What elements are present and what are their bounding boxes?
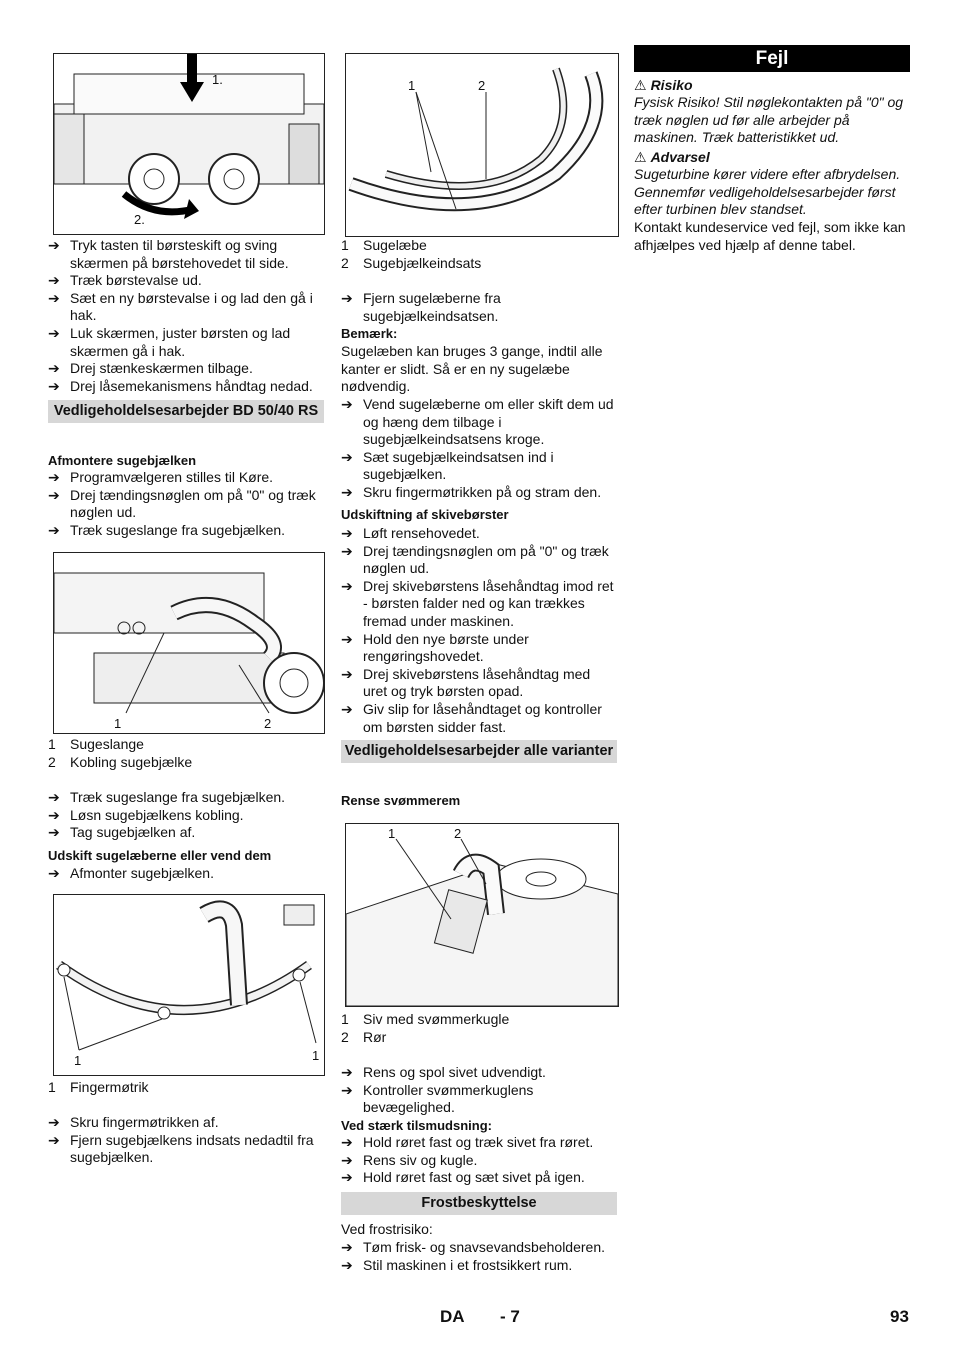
figure-float-sieve [345,823,619,1007]
footer-language: DA [440,1307,465,1326]
arrow-right-icon: ➔ [341,525,353,541]
steps-remove-lips [341,290,617,325]
legend-fig2 [48,736,324,771]
arrow-right-icon: ➔ [341,1169,353,1186]
step-item: ➔ Kontroller svømmerkuglens bevægelighed. [341,1081,534,1116]
steps-frost [341,1239,617,1274]
subheading-disc-brushes: Udskiftning af skivebørster [341,507,509,522]
figure-float-sieve-drawing [346,824,618,1006]
subheading-replace-lips: Udskift sugelæberne eller vend dem [48,848,272,863]
step-item: ➔ Vend sugelæberne om eller skift dem ud og hæng dem tilbage i sugebjælkeindsatsens kroge. [341,396,614,448]
subheading-float-clean: Rense svømmerem [341,793,461,808]
step-item: ➔ Afmonter sugebjælken. [48,865,214,881]
step-item: ➔ Tag sugebjælken af. [48,824,196,841]
note-title: Bemærk: [341,326,398,341]
steps-brush-change [48,237,324,395]
legend-item: 2 Kobling sugebjælke [48,753,193,770]
arrow-right-icon: ➔ [341,700,353,717]
step-item: ➔ Drej skivebørstens låsehåndtag imod ret - børsten falder ned og kan trækkes fremad under maskinen. [341,577,614,629]
step-item: ➔ Programvælgeren stilles til Køre. [48,469,274,485]
step-item: ➔ Giv slip for låsehåndtaget og kontroller om børsten sidder fast. [341,700,602,735]
arrow-right-icon: ➔ [48,237,60,253]
step-item: ➔ Hold røret fast og sæt sivet på igen. [341,1169,585,1186]
step-item: ➔ Tryk tasten til børsteskift og sving skærmen på børstehovedet til side. [48,237,289,271]
fejl-body-text: Kontakt kundeservice ved fejl, som ikke kan afhjælpes ved hjælp af denne tabel. [634,219,906,253]
step-item: ➔ Stil maskinen i et frostsikkert rum. [341,1256,573,1273]
arrow-right-icon: ➔ [48,1131,60,1148]
step-item: ➔ Drej skivebørstens låsehåndtag med uret og tryk børsten opad. [341,665,591,700]
arrow-right-icon: ➔ [341,630,353,647]
step-item: ➔ Træk sugeslange fra sugebjælken. [48,521,286,538]
warning-text: Sugeturbine kører videre efter afbrydelsen. Gennemfør vedligeholdelsesarbejder først efter turbinen blev standset. [634,166,901,218]
fig4-label-1: 1 [408,78,416,93]
step-item: ➔ Løft rensehovedet. [341,525,480,541]
arrow-right-icon: ➔ [48,289,60,306]
subheading-heavy-dirt: Ved stærk tilsmudsning: [341,1118,492,1133]
note-text: Sugelæben kan bruges 3 gange, indtil alle kanter er slidt. Så er en ny sugelæbe nødvendig. [341,343,603,395]
arrow-right-icon: ➔ [48,865,60,881]
figure-suction-hose-drawing [54,553,324,733]
arrow-right-icon: ➔ [341,665,353,682]
step-item: ➔ Drej tændingsnøglen om på "0" og træk nøglen ud. [341,542,609,577]
arrow-right-icon: ➔ [48,324,60,341]
figure-brush-roller-drawing [54,54,324,234]
arrow-right-icon: ➔ [341,577,353,594]
step-item: ➔ Hold den nye børste under rengøringshovedet. [341,630,529,665]
legend-fig4 [341,237,617,272]
legend-item: 1 Siv med svømmerkugle [341,1011,510,1027]
fig4-label-2: 2 [478,78,486,93]
fig3-label-1b: 1 [312,1048,320,1063]
figure-squeegee-lip-drawing [346,54,618,236]
footer-page-local: - 7 [500,1307,520,1326]
arrow-right-icon: ➔ [341,1239,353,1255]
fig1-label-1: 1. [212,72,223,87]
step-item: ➔ Drej stænkeskærmen tilbage. [48,360,253,377]
steps-reinstall-lips [341,396,617,502]
arrow-right-icon: ➔ [48,521,60,538]
warning-triangle-icon: ⚠ [634,77,647,93]
figure-suction-hose [53,552,325,734]
arrow-right-icon: ➔ [48,789,60,805]
steps-heavy-dirt [341,1134,617,1187]
legend-item: 1 Sugeslange [48,736,144,752]
legend-fig5 [341,1011,617,1046]
step-item: ➔ Sæt sugebjælkeindsatsen ind i sugebjælken. [341,448,554,483]
step-item: ➔ Fjern sugelæberne fra sugebjælkeindsatsen. [341,290,501,324]
step-item: ➔ Skru fingermøtrikken på og stram den. [341,483,602,500]
arrow-right-icon: ➔ [48,360,60,377]
step-item: ➔ Rens og spol sivet udvendigt. [341,1064,546,1080]
step-item: ➔ Sæt en ny børstevalse i og lad den gå i hak. [48,289,313,324]
arrow-right-icon: ➔ [341,1134,353,1150]
fig5-label-1: 1 [388,826,396,841]
warning-triangle-icon: ⚠ [634,149,647,165]
figure-brush-roller [53,53,325,235]
arrow-right-icon: ➔ [48,272,60,289]
arrow-right-icon: ➔ [341,483,353,500]
arrow-right-icon: ➔ [341,542,353,559]
step-item: ➔ Træk børstevalse ud. [48,272,202,289]
arrow-right-icon: ➔ [48,1114,60,1130]
legend-item: 1 Sugelæbe [341,237,427,253]
step-item: ➔ Hold røret fast og træk sivet fra røret. [341,1134,594,1150]
steps-detach-squeegee [48,789,324,842]
steps-replace-lips [48,865,324,883]
steps-remove-insert [48,1114,324,1167]
arrow-right-icon: ➔ [341,448,353,465]
warning-heading: ⚠ Advarsel [634,149,710,165]
section-band-all-variants: Vedligeholdelsesarbejder alle varianter [341,740,617,763]
section-header-fejl: Fejl [634,45,910,72]
legend-fig3 [48,1079,324,1097]
legend-item: 1 Fingermøtrik [48,1079,149,1095]
step-item: ➔ Tøm frisk- og snavsevandsbeholderen. [341,1239,605,1255]
step-item: ➔ Skru fingermøtrikken af. [48,1114,219,1130]
step-item: ➔ Fjern sugebjælkens indsats nedadtil fra sugebjælken. [48,1131,314,1166]
step-item: ➔ Træk sugeslange fra sugebjælken. [48,789,286,805]
risk-heading: ⚠ Risiko [634,77,693,93]
arrow-right-icon: ➔ [341,1081,353,1098]
fig2-label-2: 2 [264,716,272,731]
arrow-right-icon: ➔ [48,377,60,394]
legend-item: 2 Rør [341,1028,387,1045]
figure-squeegee-nuts-drawing [54,895,324,1075]
arrow-right-icon: ➔ [341,1151,353,1168]
step-item: ➔ Løsn sugebjælkens kobling. [48,806,244,823]
legend-item: 2 Sugebjælkeindsats [341,254,482,271]
frost-intro: Ved frostrisiko: [341,1221,433,1237]
risk-text: Fysisk Risiko! Stil nøglekontakten på "0" og træk nøglen ud før alle arbejder på maskinen. Træk batteristikket ud. [634,94,904,146]
steps-remove-squeegee [48,469,324,539]
fig1-label-2: 2. [134,212,145,227]
fig3-label-1a: 1 [74,1053,82,1068]
arrow-right-icon: ➔ [48,824,60,841]
step-item: ➔ Rens siv og kugle. [341,1151,478,1168]
arrow-right-icon: ➔ [341,290,353,306]
arrow-right-icon: ➔ [341,1064,353,1080]
step-item: ➔ Luk skærmen, juster børsten og lad skærmen gå i hak. [48,324,291,359]
figure-squeegee-nuts [53,894,325,1076]
step-item: ➔ Drej tændingsnøglen om på "0" og træk nøglen ud. [48,486,316,521]
subheading-remove-squeegee: Afmontere sugebjælken [48,453,197,468]
arrow-right-icon: ➔ [48,486,60,503]
figure-squeegee-lip [345,53,619,237]
arrow-right-icon: ➔ [48,469,60,485]
arrow-right-icon: ➔ [341,396,353,412]
section-band-bd5040: Vedligeholdelsesarbejder BD 50/40 RS [48,400,324,423]
arrow-right-icon: ➔ [341,1256,353,1273]
arrow-right-icon: ➔ [48,806,60,823]
steps-disc-brushes [341,525,617,736]
step-item: ➔ Drej låsemekanismens håndtag nedad. [48,377,313,394]
fig5-label-2: 2 [454,826,462,841]
footer-page-number: 93 [890,1307,909,1326]
section-band-frost: Frostbeskyttelse [341,1192,617,1215]
steps-clean-sieve [341,1064,617,1117]
fig2-label-1: 1 [114,716,122,731]
